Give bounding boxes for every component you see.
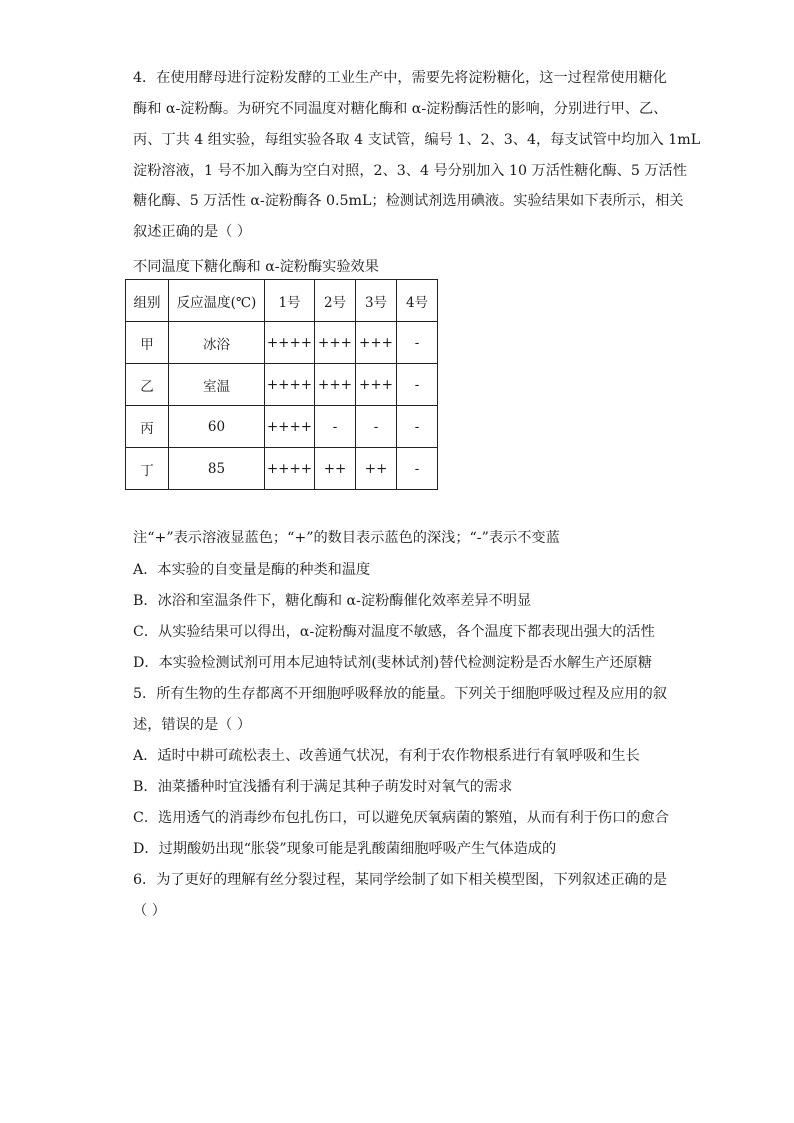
table-cell: +++	[315, 364, 356, 406]
q4-stem-line-4: 淀粉溶液，1 号不加入酶为空白对照，2、3、4 号分别加入 10 万活性糖化酶、5 万活性	[133, 163, 687, 179]
table-header-row	[126, 280, 438, 322]
table-cell: 丙	[126, 406, 169, 448]
table-cell: ++	[315, 448, 356, 490]
header-cell: 组别	[126, 280, 169, 322]
table-cell: ++	[356, 448, 397, 490]
q4-option-c: C．从实验结果可以得出，α-淀粉酶对温度不敏感，各个温度下都表现出强大的活性	[133, 624, 655, 640]
table-cell: +++	[356, 364, 397, 406]
table-cell: 85	[169, 448, 265, 490]
q5-option-b: B．油菜播种时宜浅播有利于满足其种子萌发时对氧气的需求	[133, 779, 513, 795]
table-cell: 室温	[169, 364, 265, 406]
table-cell: -	[356, 406, 397, 448]
q4-option-d: D．本实验检测试剂可用本尼迪特试剂(斐林试剂)替代检测淀粉是否水解生产还原糖	[133, 655, 653, 671]
table-row	[126, 448, 438, 490]
table-cell: ++++	[265, 322, 315, 364]
results-table	[125, 279, 438, 490]
q5-option-d: D．过期酸奶出现“胀袋”现象可能是乳酸菌细胞呼吸产生气体造成的	[133, 841, 557, 857]
q4-option-b: B．冰浴和室温条件下，糖化酶和 α-淀粉酶催化效率差异不明显	[133, 593, 532, 609]
q5-option-c: C．选用透气的消毒纱布包扎伤口，可以避免厌氧病菌的繁殖，从而有利于伤口的愈合	[133, 810, 669, 826]
table-cell: +++	[315, 322, 356, 364]
table-cell: ++++	[265, 364, 315, 406]
table-cell: -	[397, 322, 438, 364]
q6-stem-line-2: （ ）	[133, 903, 166, 919]
q5-stem-line-2: 述，错误的是（ ）	[133, 717, 252, 733]
q4-stem-line-3: 丙、丁共 4 组实验，每组实验各取 4 支试管，编号 1、2、3、4，每支试管中均加入 1mL	[133, 132, 701, 148]
q6-stem-line-1: 6．为了更好的理解有丝分裂过程，某同学绘制了如下相关模型图，下列叙述正确的是	[133, 872, 667, 888]
table-cell: -	[397, 406, 438, 448]
table-cell: 60	[169, 406, 265, 448]
table-row	[126, 322, 438, 364]
table-cell: ++++	[265, 448, 315, 490]
table-cell: -	[315, 406, 356, 448]
header-cell: 4号	[397, 280, 438, 322]
table-cell: +++	[356, 322, 397, 364]
table-row	[126, 364, 438, 406]
table-cell: 甲	[126, 322, 169, 364]
q4-stem-line-5: 糖化酶、5 万活性 α-淀粉酶各 0.5mL；检测试剂选用碘液。实验结果如下表所示，相关	[133, 193, 684, 209]
q5-option-a: A．适时中耕可疏松表土、改善通气状况，有利于农作物根系进行有氧呼吸和生长	[133, 748, 640, 764]
q4-stem-line-6: 叙述正确的是（ ）	[133, 224, 252, 240]
q5-stem-line-1: 5．所有生物的生存都离不开细胞呼吸释放的能量。下列关于细胞呼吸过程及应用的叙	[133, 686, 667, 702]
q4-stem-line-2: 酶和 α-淀粉酶。为研究不同温度对糖化酶和 α-淀粉酶活性的影响，分别进行甲、乙、	[133, 101, 668, 117]
q4-option-a: A．本实验的自变量是酶的种类和温度	[133, 562, 371, 578]
table-cell: 冰浴	[169, 322, 265, 364]
q4-stem-line-1: 4．在使用酵母进行淀粉发酵的工业生产中，需要先将淀粉糖化，这一过程常使用糖化	[133, 70, 667, 86]
table-cell: 丁	[126, 448, 169, 490]
header-cell: 3号	[356, 280, 397, 322]
header-cell: 反应温度(℃)	[169, 280, 265, 322]
table-cell: 乙	[126, 364, 169, 406]
table-cell: -	[397, 364, 438, 406]
table-row	[126, 406, 438, 448]
table-cell: ++++	[265, 406, 315, 448]
header-cell: 1号	[265, 280, 315, 322]
table-caption: 不同温度下糖化酶和 α-淀粉酶实验效果	[133, 259, 379, 275]
table-note: 注“+”表示溶液显蓝色；“+”的数目表示蓝色的深浅；“-”表示不变蓝	[133, 530, 560, 546]
table-cell: -	[397, 448, 438, 490]
header-cell: 2号	[315, 280, 356, 322]
